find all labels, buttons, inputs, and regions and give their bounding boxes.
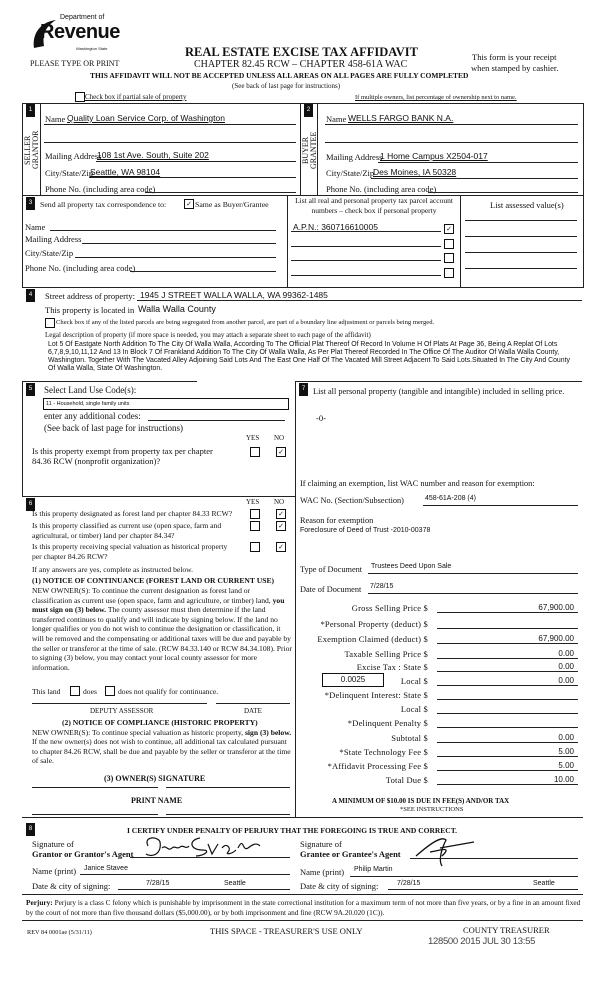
parcel-3-checkbox[interactable] — [444, 253, 454, 263]
exempt-question: Is this property exempt from property tax per chapter 84.36 RCW (nonprofit organization)? — [32, 446, 213, 466]
see-back-note: (See back of last page for instructions) — [232, 82, 341, 90]
corr-city-label: City/State/Zip — [25, 248, 74, 258]
assessed-header: List assessed value(s) — [490, 200, 564, 210]
fee-line — [437, 612, 578, 613]
local-rate-field[interactable]: 0.0025 — [322, 673, 384, 687]
fee-label: *Delinquent Penalty $ — [347, 718, 428, 728]
fee-value-field[interactable]: 67,900.00 — [538, 603, 574, 612]
parcels-header-2: numbers – check box if personal property — [311, 206, 437, 215]
does-label: does — [83, 687, 97, 696]
street-field[interactable]: 1945 J STREET WALLA WALLA, WA 99362-1485 — [140, 290, 328, 300]
form-revision: REV 84 0001ae (5/31/11) — [27, 929, 92, 936]
forest-land-question: Is this property designated as forest land per chapter 84.33 RCW? — [32, 509, 233, 518]
fee-label: Gross Selling Price $ — [351, 603, 428, 613]
see-instructions-note: *SEE INSTRUCTIONS — [400, 806, 464, 813]
seller-address-label: Mailing Address — [45, 151, 102, 161]
historical-no-checkbox[interactable]: ✓ — [276, 542, 286, 552]
send-to-label: Send all property tax correspondence to: — [40, 200, 167, 209]
fee-line — [437, 628, 578, 629]
land-use-select[interactable]: 11 - Household, single family units — [43, 398, 289, 410]
perjury-notice — [26, 898, 582, 918]
if-yes-note: If any answers are yes, complete as instructed below. — [32, 565, 194, 574]
yes-header-5: YES — [246, 434, 260, 442]
assessed-value-1-field[interactable] — [465, 220, 577, 221]
minimum-note: A MINIMUM OF $10.00 IS DUE IN FEE(S) AND/OR TAX — [332, 797, 510, 805]
grantee-label: GRANTEE — [309, 131, 318, 169]
fee-line — [437, 643, 578, 644]
corr-city-field[interactable] — [75, 257, 276, 258]
parcels-header — [288, 196, 460, 216]
fee-label: *State Technology Fee $ — [339, 747, 428, 757]
notice1-text-bold: you must sign on (3) below. — [32, 595, 285, 615]
fee-line — [437, 727, 578, 728]
assessor-date-line[interactable] — [216, 703, 290, 704]
assessed-value-3-field[interactable] — [465, 252, 577, 253]
grantor-label: GRANTOR — [31, 130, 40, 170]
buyer-side-label — [302, 128, 318, 172]
parcel-4-checkbox[interactable] — [444, 268, 454, 278]
land-use-label: Select Land Use Code(s): — [44, 385, 137, 395]
notice-continuance-title: (1) NOTICE OF CONTINUANCE (FOREST LAND OR CURRENT USE) — [32, 576, 275, 585]
street-label: Street address of property: — [45, 291, 135, 301]
fee-value-field[interactable]: 10.00 — [553, 775, 574, 784]
grantee-city-field[interactable]: Seattle — [533, 880, 555, 887]
grantor-date-field[interactable]: 7/28/15 — [146, 880, 170, 887]
wac-label: WAC No. (Section/Subsection) — [300, 496, 404, 505]
notice-compliance-text — [32, 728, 292, 766]
parcels-header-1: List all real and personal property tax parcel account — [295, 196, 453, 205]
fee-line — [437, 671, 578, 672]
buyer-address-label: Mailing Address — [326, 152, 383, 162]
historical-question: Is this property receiving special valuation as historical property per chapter 84.26 RCW? — [32, 542, 228, 561]
parcel-3-field[interactable] — [291, 260, 441, 261]
grantee-name-field[interactable]: Philip Martin — [354, 866, 393, 873]
buyer-city-label: City/State/Zip — [326, 168, 375, 178]
logo-line2: Revenue — [40, 21, 120, 43]
buyer-phone-field[interactable] — [428, 192, 578, 193]
fee-label: Taxable Selling Price $ — [344, 649, 428, 659]
grantor-signature-image — [138, 834, 288, 858]
multiple-owners-note: If multiple owners, list percentage of ownership next to name. — [355, 94, 517, 101]
print-name-label: PRINT NAME — [131, 796, 183, 805]
seller-name-field[interactable]: Quality Loan Service Corp. of Washington — [67, 113, 225, 123]
fee-label: Subtotal $ — [391, 733, 428, 743]
section-number-2: 2 — [304, 104, 313, 117]
segregated-label: Check box if any of the listed parcels are being segregated from another parcel, are part of a boundary line adjustment or parcels being merged. — [56, 319, 435, 326]
assessed-value-2-field[interactable] — [465, 236, 577, 237]
section-number-5: 5 — [26, 383, 35, 396]
print-name-line-2[interactable] — [166, 814, 290, 815]
no-header-5: NO — [274, 434, 285, 442]
logo-line1: Department of — [60, 14, 105, 21]
fee-label: Total Due $ — [385, 775, 428, 785]
this-land-label: This land — [32, 687, 61, 696]
fee-value-field[interactable]: 5.00 — [558, 747, 574, 756]
assessed-value-4-field[interactable] — [465, 268, 577, 269]
buyer-label: BUYER — [301, 136, 310, 164]
owner-signature-line-1[interactable] — [32, 787, 158, 788]
seller-city-label: City/State/Zip — [45, 168, 94, 178]
print-name-line-1[interactable] — [32, 814, 158, 815]
section-number-3: 3 — [26, 197, 35, 210]
reason-field[interactable]: Foreclosure of Deed of Trust -2010-00378 — [300, 527, 431, 534]
receipt-note-1: This form is your receipt — [472, 52, 557, 62]
exemption-label: If claiming an exemption, list WAC number and reason for exemption: — [300, 479, 535, 488]
fee-label: Local $ — [400, 704, 428, 714]
seller-city-field[interactable]: Seattle, WA 98104 — [90, 167, 161, 177]
personal-property-value[interactable]: -0- — [316, 413, 326, 423]
exempt-no-checkbox[interactable]: ✓ — [276, 447, 286, 457]
current-use-question: Is this property classified as current use (open space, farm and agricultural, or timber) land per chapter 84.34? — [32, 521, 222, 540]
corr-name-field[interactable] — [50, 230, 276, 231]
deputy-assessor-line[interactable] — [32, 703, 207, 704]
section-number-6: 6 — [26, 498, 35, 511]
doc-date-field[interactable]: 7/28/15 — [370, 583, 394, 590]
form-chapter: CHAPTER 82.45 RCW – CHAPTER 458-61A WAC — [194, 59, 408, 70]
segregated-checkbox[interactable] — [45, 318, 55, 328]
corr-address-label: Mailing Address — [25, 234, 82, 244]
seller-side-label — [24, 130, 40, 170]
parcel-1-field[interactable]: A.P.N.: 360716610005 — [293, 222, 378, 232]
grantor-date-city-label: Date & city of signing: — [32, 881, 111, 891]
located-label: This property is located in — [45, 305, 135, 315]
treasurer-stamp: 128500 2015 JUL 30 13:55 — [428, 936, 536, 947]
owner-signature-label: (3) OWNER(S) SIGNATURE — [104, 774, 206, 783]
current-use-yes-checkbox[interactable] — [250, 521, 260, 531]
doc-type-field[interactable]: Trustees Deed Upon Sale — [371, 563, 452, 570]
fee-value-field[interactable]: 0.00 — [558, 662, 574, 671]
grantor-signature-line[interactable] — [130, 857, 290, 858]
parcel-2-checkbox[interactable] — [444, 239, 454, 249]
doc-type-label: Type of Document — [300, 565, 363, 574]
fee-label: *Delinquent Interest: State $ — [324, 690, 428, 700]
buyer-address-field[interactable]: 1 Home Campus X2504-017 — [380, 151, 488, 161]
seller-name-label: Name — [45, 114, 66, 124]
legal-label: Legal description of property (if more space is needed, you may attach a separate sheet to each page of the affidavit) — [45, 331, 371, 339]
section-number-4: 4 — [26, 289, 35, 302]
fee-value-field[interactable]: 67,900.00 — [538, 634, 574, 643]
partial-sale-label: Check box if partial sale of property — [85, 93, 187, 101]
fee-line — [437, 658, 578, 659]
corr-phone-field[interactable] — [130, 271, 276, 272]
parcel-2-field[interactable] — [291, 246, 441, 247]
additional-codes-field[interactable] — [148, 420, 285, 421]
fee-value-field[interactable]: 0.00 — [558, 649, 574, 658]
county-treasurer-label: COUNTY TREASURER — [463, 925, 550, 935]
partial-sale-checkbox[interactable] — [75, 92, 85, 102]
reason-label: Reason for exemption — [300, 516, 374, 525]
please-type: PLEASE TYPE OR PRINT — [30, 59, 120, 68]
section-number-1: 1 — [26, 104, 35, 117]
same-as-buyer-label: Same as Buyer/Grantee — [195, 200, 269, 209]
seller-label: SELLER — [23, 135, 32, 165]
fee-label: Local $ — [400, 676, 428, 686]
notice-continuance-text — [32, 586, 292, 672]
fee-label: Exemption Claimed (deduct) $ — [317, 634, 428, 644]
historical-yes-checkbox[interactable] — [250, 542, 260, 552]
qualifies-does-not-checkbox[interactable] — [105, 686, 115, 696]
grantor-name-field[interactable]: Janice Stavee — [84, 865, 128, 872]
buyer-city-field[interactable]: Des Moines, IA 50328 — [373, 167, 457, 177]
owner-signature-line-2[interactable] — [166, 787, 290, 788]
does-not-label: does not qualify for continuance. — [118, 687, 219, 696]
corr-phone-label: Phone No. (including area code) — [25, 263, 136, 273]
parcel-1-checkbox[interactable]: ✓ — [444, 224, 454, 234]
dor-logo — [30, 14, 120, 60]
grantee-date-field[interactable]: 7/28/15 — [397, 880, 421, 887]
no-header-6: NO — [274, 498, 285, 506]
grantor-agent-label: Grantor or Grantor's Agent — [32, 849, 134, 859]
receipt-note-2: when stamped by cashier. — [471, 63, 559, 73]
grantee-sig-of: Signature of — [300, 839, 342, 849]
fee-label: *Personal Property (deduct) $ — [320, 619, 428, 629]
legal-description[interactable]: Lot 5 Of Eastgate North Addition To The City Of Walla Walla, According To The Official Plat Thereof Of Record In Volume H Of Plats At Page 36, Being A Replat Of Lots 6,7,8,9,10,11,12 And 13 In Block 7 Of Frankland Addition To The City Of Walla Walla, As Per Plat Thereof Recorded In The Office Of The Auditor Of Walla Walla County, Washington. Together With The Vacated Alley Adjoining Said Lots And The East One Half Of The Vacated Mill Street Adjacent To Said Lots.Situated In The City And County Of Walla Walla, State Of Washington. — [48, 341, 570, 372]
corr-name-label: Name — [25, 222, 46, 232]
exempt-yes-checkbox[interactable] — [250, 447, 260, 457]
seller-address-field[interactable]: 108 1st Ave. South, Suite 202 — [97, 150, 209, 160]
treasurer-space-label: THIS SPACE - TREASURER'S USE ONLY — [210, 926, 363, 936]
fee-label: Excise Tax : State $ — [356, 662, 428, 672]
seller-phone-label: Phone No. (including area code) — [45, 184, 156, 194]
personal-property-label: List all personal property (tangible and intangible) included in selling price. — [313, 387, 565, 396]
qualifies-does-checkbox[interactable] — [70, 686, 80, 696]
certify-statement: I CERTIFY UNDER PENALTY OF PERJURY THAT THE FOREGOING IS TRUE AND CORRECT. — [127, 826, 458, 835]
assessor-date-label: DATE — [244, 707, 262, 715]
notice-compliance-title: (2) NOTICE OF COMPLIANCE (HISTORIC PROPERTY) — [62, 718, 258, 727]
corr-address-field[interactable] — [82, 243, 276, 244]
grantee-signature-line[interactable] — [410, 858, 578, 859]
logo-line3: Washington State — [76, 46, 108, 51]
notice1-text-a: NEW OWNER(S): To continue the current designation as forest land or classification as current use (open space, farm and agriculture, or timber) land, — [32, 586, 273, 605]
fee-line — [437, 784, 578, 785]
fee-value-field[interactable]: 0.00 — [558, 733, 574, 742]
notice2-text-b: If the new owner(s) does not wish to continue, all additional tax calculated pursuant to chapter 84.26 RCW, shall be due and payable by the seller or transferor at the time of sale. — [32, 737, 291, 766]
grantee-agent-label: Grantee or Grantee's Agent — [300, 849, 401, 859]
fee-line — [437, 713, 578, 714]
fee-label: *Affidavit Processing Fee $ — [327, 761, 428, 771]
land-use-see-back: (See back of last page for instructions) — [44, 423, 183, 433]
doc-date-label: Date of Document — [300, 585, 362, 594]
fee-line — [437, 770, 578, 771]
grantee-name-label: Name (print) — [300, 867, 345, 877]
section-number-8: 8 — [26, 823, 35, 836]
grantee-signature-image — [412, 834, 482, 868]
parcel-4-field[interactable] — [291, 275, 441, 276]
section-number-7: 7 — [299, 383, 308, 396]
fee-line — [437, 756, 578, 757]
additional-codes-label: enter any additional codes: — [44, 411, 141, 421]
fee-value-field[interactable]: 5.00 — [558, 761, 574, 770]
deputy-assessor-label: DEPUTY ASSESSOR — [90, 707, 154, 715]
perjury-bold: Perjury: — [26, 898, 53, 907]
fee-value-field[interactable]: 0.00 — [558, 676, 574, 685]
notice1-text-b: The county assessor must then determine if the land transferred continues to qualify and will indicate by signing below. If the land no longer qualifies or you do not wish to continue the designation or classification, it will be removed and the compensating or additional taxes will be due and payable by the seller or transferor at the time of sale. (RCW 84.33.140 or RCW 84.34.108). Prior to signing (3) below, you may contact your local county assessor for more information. — [32, 605, 292, 672]
grantor-sig-of: Signature of — [32, 839, 74, 849]
same-as-buyer-checkbox[interactable]: ✓ — [184, 199, 194, 209]
perjury-text: Perjury is a class C felony which is punishable by imprisonment in the state correctional institution for a maximum term of not more than five years, or by a fine in an amount fixed by the court of not more than five thousand dollars ($5,000.00), or by both imprisonment and fine (RCW 9A.20.020 (1C)). — [26, 898, 581, 917]
seller-phone-field[interactable] — [145, 192, 296, 193]
notice2-text-bold: sign (3) below. — [244, 728, 292, 737]
yes-header-6: YES — [246, 498, 260, 506]
fee-line — [437, 699, 578, 700]
notice2-text-a: NEW OWNER(S): To continue special valuation as historic property, — [32, 728, 245, 737]
grantee-date-city-label: Date & city of signing: — [300, 881, 379, 891]
wac-field[interactable]: 458-61A-208 (4) — [425, 495, 476, 502]
fee-line — [437, 742, 578, 743]
buyer-phone-label: Phone No. (including area code) — [326, 184, 437, 194]
forest-yes-checkbox[interactable] — [250, 509, 260, 519]
form-warning: THIS AFFIDAVIT WILL NOT BE ACCEPTED UNLESS ALL AREAS ON ALL PAGES ARE FULLY COMPLETED — [90, 71, 469, 80]
buyer-name-label: Name — [326, 114, 347, 124]
county-field[interactable]: Walla Walla County — [138, 304, 216, 314]
grantor-city-field[interactable]: Seattle — [224, 880, 246, 887]
grantor-name-label: Name (print) — [32, 866, 77, 876]
buyer-name-field[interactable]: WELLS FARGO BANK N.A. — [348, 113, 454, 123]
current-use-no-checkbox[interactable]: ✓ — [276, 521, 286, 531]
form-title: REAL ESTATE EXCISE TAX AFFIDAVIT — [185, 45, 418, 59]
forest-no-checkbox[interactable]: ✓ — [276, 509, 286, 519]
fee-line — [437, 685, 578, 686]
